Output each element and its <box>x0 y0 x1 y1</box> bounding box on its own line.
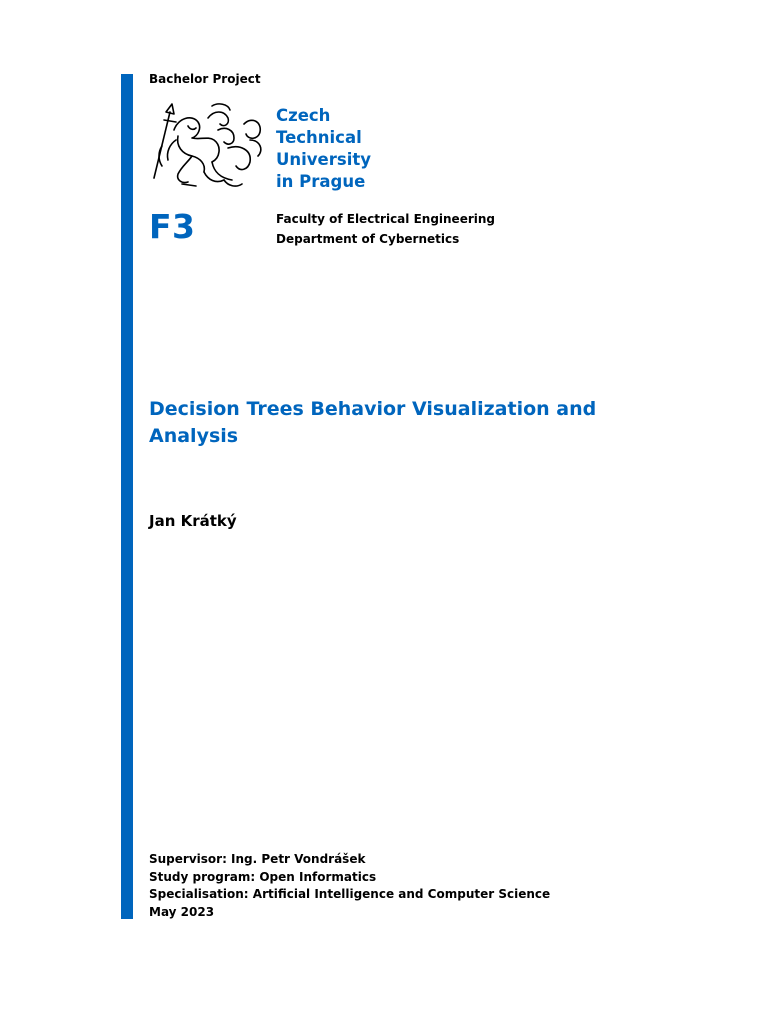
author-name: Jan Krátký <box>149 512 237 530</box>
university-name-line: Technical <box>276 128 362 147</box>
thesis-details <box>149 851 550 921</box>
university-name-line: Czech <box>276 106 331 125</box>
date-line: May 2023 <box>149 904 215 919</box>
university-name-line: in Prague <box>276 172 366 191</box>
ctu-lion-logo-icon <box>148 100 266 192</box>
faculty-info <box>276 209 495 249</box>
faculty-code: F3 <box>149 207 196 246</box>
study-program-line: Study program: Open Informatics <box>149 869 377 884</box>
faculty-name: Faculty of Electrical Engineering <box>276 212 495 226</box>
university-name <box>276 105 371 193</box>
university-name-line: University <box>276 150 372 169</box>
supervisor-line: Supervisor: Ing. Petr Vondrášek <box>149 852 366 866</box>
project-type-label: Bachelor Project <box>149 72 261 86</box>
thesis-title: Decision Trees Behavior Visualization and Analysis <box>149 398 597 447</box>
specialisation-line: Specialisation: Artificial Intelligence and Computer Science <box>149 887 551 901</box>
department-name: Department of Cybernetics <box>276 232 460 246</box>
accent-bar <box>121 74 133 919</box>
